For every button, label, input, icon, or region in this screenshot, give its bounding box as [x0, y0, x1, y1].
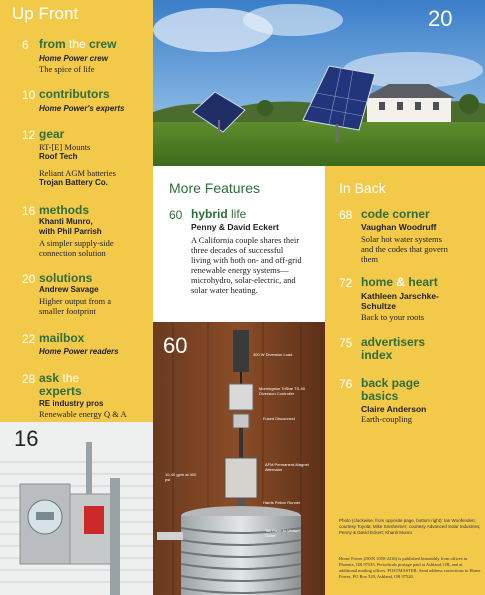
entry-desc-line: microhydro, solar-electric, and: [191, 275, 296, 285]
entry-title: code corner: [361, 207, 430, 221]
entry-line: Earth-coupling: [361, 414, 412, 424]
entry-line: Home Power's experts: [39, 104, 125, 113]
page-number: 28: [22, 372, 36, 386]
entry-author: Penny & David Eckert: [191, 222, 279, 232]
entry-title: gear: [39, 127, 65, 141]
entry-line: Trojan Battery Co.: [39, 178, 108, 187]
entry-title: home & heart: [361, 275, 438, 289]
entry-line: Renewable energy Q & A: [39, 409, 127, 419]
photo-page-number-60: 60: [163, 333, 188, 358]
page-number: 20: [22, 272, 36, 286]
section-title-up-front: Up Front: [12, 4, 79, 23]
entry-desc-line: solar water heating.: [191, 285, 258, 295]
entry-line: with Phil Parrish: [39, 227, 102, 236]
entry-title: mailbox: [39, 331, 85, 345]
callout-controller: Morningstar TriStar TS-45 Diversion Controller: [259, 386, 305, 396]
photo-credits: Photo (clockwise, from opposite page, bottom right): Ian Woofenden; courtesy Toyota; Mike Sinsheimer; courtesy Advanced Solar Industries; Penny & David Eckert; Khanti Munro: [339, 518, 481, 535]
entry-line: and the codes that govern: [361, 244, 448, 254]
entry-line: Reliant AGM batteries: [39, 168, 116, 178]
entry-title: contributors: [39, 87, 110, 101]
entry-line: Higher output from a: [39, 296, 111, 306]
callout-flow-rate: 10-40 gpm at 400 psi: [165, 472, 197, 482]
callout-alternator: AFM Permanent-Magnet Alternator: [265, 462, 309, 472]
entry-line: smaller footprint: [39, 306, 96, 316]
entry-line: Roof Tech: [39, 152, 78, 161]
entry-desc-line: renewable energy systems—: [191, 265, 289, 275]
more-features-panel: [153, 166, 325, 322]
entry-title-line2: index: [361, 348, 393, 362]
entry-line: Solar hot water systems: [361, 234, 442, 244]
entry-line: The spice of life: [39, 64, 95, 74]
entry-line: Schultze: [361, 301, 396, 311]
entry-line: RT-[E] Mounts: [39, 142, 91, 152]
section-title-more-features: More Features: [169, 180, 261, 196]
entry-title-line2: experts: [39, 384, 82, 398]
entry-line: Home Power crew: [39, 54, 108, 63]
entry-line: Back to your roots: [361, 312, 425, 322]
entry-desc-line: three decades of successful: [191, 245, 284, 255]
entry-line: Home Power readers: [39, 347, 119, 356]
page-number: 6: [22, 38, 29, 52]
entry-line: them: [361, 254, 378, 264]
photo-page-number: 16: [14, 426, 39, 451]
page-number: 76: [339, 377, 353, 391]
entry-line: Andrew Savage: [39, 285, 99, 294]
callout-diversion-load: 300 W Diversion Load: [253, 352, 293, 357]
entry-desc-line: A California couple shares their: [191, 235, 300, 245]
page-number: 60: [169, 208, 183, 222]
entry-line: A simpler supply-side: [39, 238, 114, 248]
page-number: 22: [22, 332, 36, 346]
callout-pelton-runner: Harris Pelton Runner: [263, 500, 301, 505]
page-number: 10: [22, 88, 36, 102]
entry-title: solutions: [39, 271, 93, 285]
entry-title: from the crew: [39, 37, 117, 51]
entry-title: ask the: [39, 371, 80, 385]
entry-line: Claire Anderson: [361, 404, 427, 414]
entry-title: methods: [39, 203, 90, 217]
page-number: 75: [339, 336, 353, 350]
entry-line: RE industry pros: [39, 399, 104, 408]
entry-line: connection solution: [39, 248, 106, 258]
page-number-large: 20: [428, 6, 453, 31]
microhydro-photo: [153, 322, 325, 595]
publication-info: Home Power (ISSN 1050-2416) is published bimonthly from offices in Phoenix, OR 97535. Periodicals postage paid at Ashland, OR, and at additional mailing offices. POSTMASTER: Send address corrections to Home Power, PO Box 520, Ashland, OR 97520.: [339, 556, 481, 579]
page-number: 12: [22, 128, 36, 142]
callout-tail-race: Tail Race to Venturi Outlet: [265, 528, 300, 538]
page-number: 68: [339, 208, 353, 222]
entry-line: Khanti Munro,: [39, 217, 93, 226]
entry-title: hybrid life: [191, 207, 247, 221]
entry-title-line2: basics: [361, 389, 399, 403]
entry-line: Kathleen Jarschke-: [361, 291, 439, 301]
page-number: 72: [339, 276, 353, 290]
entry-title: back page: [361, 376, 420, 390]
entry-line: Vaughan Woodruff: [361, 222, 437, 232]
page-number: 16: [22, 204, 36, 218]
entry-title: advertisers: [361, 335, 426, 349]
entry-desc-line: living with both on- and off-grid: [191, 255, 302, 265]
callout-fused-disconnect: Fused Disconnect: [263, 416, 296, 421]
section-title-in-back: In Back: [339, 180, 386, 196]
